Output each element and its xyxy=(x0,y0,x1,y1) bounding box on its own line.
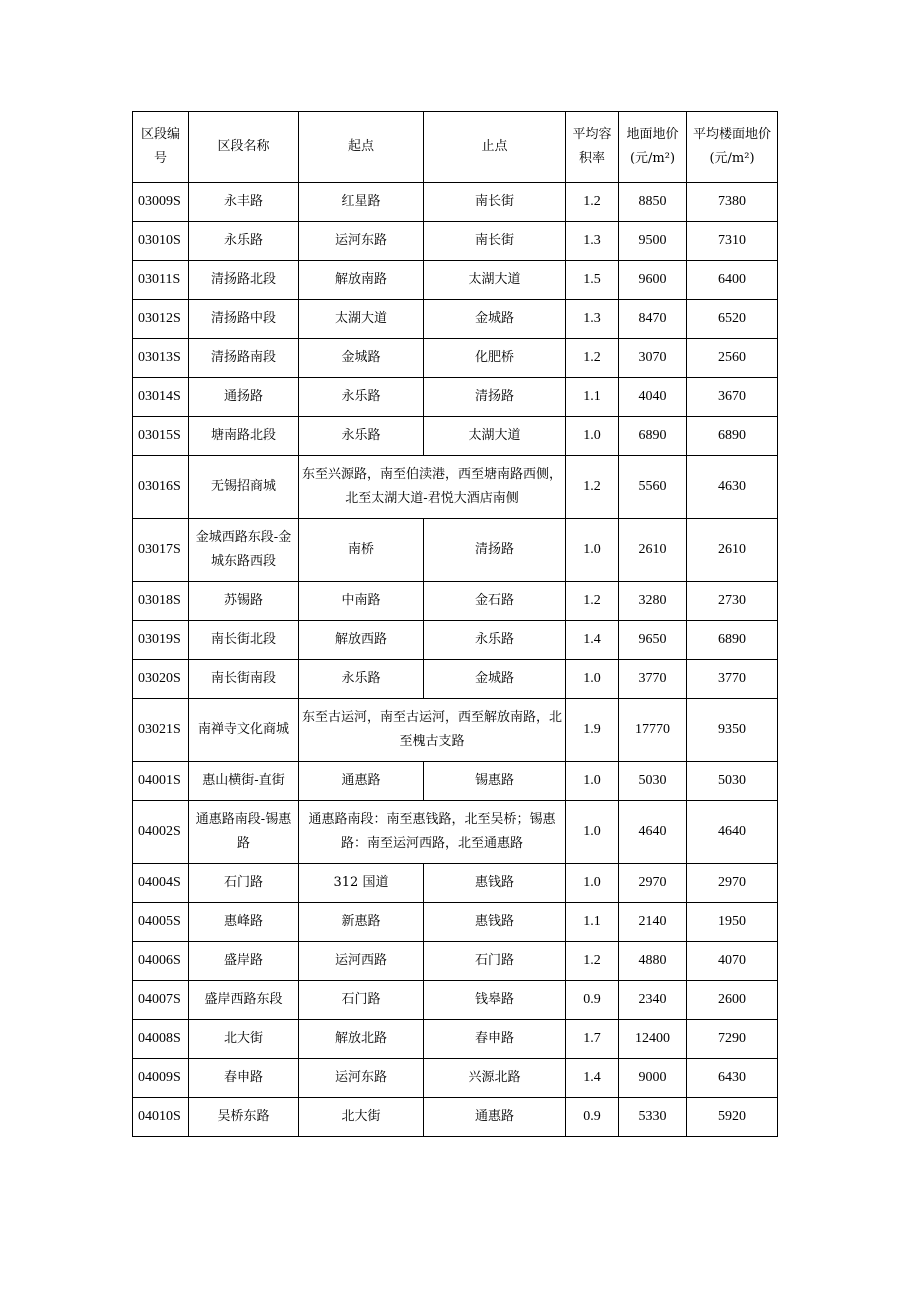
cell-floor-price: 3670 xyxy=(687,378,778,417)
cell-end: 清扬路 xyxy=(424,519,566,582)
cell-far: 0.9 xyxy=(566,1098,619,1137)
cell-floor-price: 2560 xyxy=(687,339,778,378)
cell-floor-price: 2610 xyxy=(687,519,778,582)
cell-extent: 东至古运河，南至古运河，西至解放南路，北至槐古支路 xyxy=(299,699,566,762)
table-row xyxy=(133,903,778,942)
cell-floor-price: 1950 xyxy=(687,903,778,942)
header-row xyxy=(133,112,778,183)
cell-name: 惠山横街-直街 xyxy=(189,762,299,801)
land-price-table xyxy=(132,111,778,1137)
cell-land-price: 6890 xyxy=(619,417,687,456)
table-row xyxy=(133,1098,778,1137)
cell-name: 春申路 xyxy=(189,1059,299,1098)
cell-start: 永乐路 xyxy=(299,378,424,417)
cell-name: 永丰路 xyxy=(189,183,299,222)
cell-land-price: 12400 xyxy=(619,1020,687,1059)
cell-code: 03013S xyxy=(133,339,189,378)
cell-start: 石门路 xyxy=(299,981,424,1020)
cell-extent: 通惠路南段：南至惠钱路，北至吴桥；锡惠路：南至运河西路，北至通惠路 xyxy=(299,801,566,864)
cell-name: 无锡招商城 xyxy=(189,456,299,519)
cell-land-price: 5030 xyxy=(619,762,687,801)
cell-land-price: 4040 xyxy=(619,378,687,417)
cell-floor-price: 4630 xyxy=(687,456,778,519)
cell-floor-price: 6890 xyxy=(687,621,778,660)
table-row xyxy=(133,762,778,801)
cell-end: 春申路 xyxy=(424,1020,566,1059)
header-name: 区段名称 xyxy=(189,112,299,183)
cell-code: 04008S xyxy=(133,1020,189,1059)
cell-code: 04007S xyxy=(133,981,189,1020)
cell-land-price: 3280 xyxy=(619,582,687,621)
cell-end: 南长街 xyxy=(424,222,566,261)
cell-end: 清扬路 xyxy=(424,378,566,417)
table-row xyxy=(133,222,778,261)
cell-land-price: 17770 xyxy=(619,699,687,762)
cell-start: 运河东路 xyxy=(299,1059,424,1098)
cell-start: 运河东路 xyxy=(299,222,424,261)
header-land-price-title: 地面地价 xyxy=(626,127,679,142)
cell-name: 吴桥东路 xyxy=(189,1098,299,1137)
cell-start: 北大街 xyxy=(299,1098,424,1137)
table-row xyxy=(133,417,778,456)
cell-name: 清扬路南段 xyxy=(189,339,299,378)
cell-floor-price: 6400 xyxy=(687,261,778,300)
cell-name: 石门路 xyxy=(189,864,299,903)
cell-land-price: 5330 xyxy=(619,1098,687,1137)
cell-floor-price: 5030 xyxy=(687,762,778,801)
cell-code: 03016S xyxy=(133,456,189,519)
cell-code: 04009S xyxy=(133,1059,189,1098)
cell-start: 解放北路 xyxy=(299,1020,424,1059)
cell-code: 03012S xyxy=(133,300,189,339)
cell-far: 1.2 xyxy=(566,582,619,621)
cell-floor-price: 6890 xyxy=(687,417,778,456)
table-body xyxy=(133,183,778,1137)
cell-end: 兴源北路 xyxy=(424,1059,566,1098)
table-row xyxy=(133,339,778,378)
cell-name: 通扬路 xyxy=(189,378,299,417)
cell-far: 1.0 xyxy=(566,801,619,864)
table-row xyxy=(133,801,778,864)
cell-far: 1.1 xyxy=(566,378,619,417)
cell-code: 04001S xyxy=(133,762,189,801)
cell-floor-price: 4640 xyxy=(687,801,778,864)
header-land-price-unit: (元/m²) xyxy=(629,151,676,166)
cell-start: 南桥 xyxy=(299,519,424,582)
table-row xyxy=(133,300,778,339)
cell-floor-price: 7290 xyxy=(687,1020,778,1059)
cell-end: 石门路 xyxy=(424,942,566,981)
cell-code: 03021S xyxy=(133,699,189,762)
cell-name: 北大街 xyxy=(189,1020,299,1059)
cell-start: 运河西路 xyxy=(299,942,424,981)
cell-end: 太湖大道 xyxy=(424,417,566,456)
cell-far: 1.9 xyxy=(566,699,619,762)
cell-code: 04004S xyxy=(133,864,189,903)
cell-land-price: 9500 xyxy=(619,222,687,261)
cell-land-price: 2610 xyxy=(619,519,687,582)
cell-floor-price: 3770 xyxy=(687,660,778,699)
table-row xyxy=(133,981,778,1020)
table-row xyxy=(133,519,778,582)
cell-floor-price: 6430 xyxy=(687,1059,778,1098)
cell-far: 0.9 xyxy=(566,981,619,1020)
cell-end: 惠钱路 xyxy=(424,864,566,903)
cell-extent: 东至兴源路，南至伯渎港，西至塘南路西侧，北至太湖大道-君悦大酒店南侧 xyxy=(299,456,566,519)
cell-floor-price: 2970 xyxy=(687,864,778,903)
header-end: 止点 xyxy=(424,112,566,183)
cell-name: 盛岸西路东段 xyxy=(189,981,299,1020)
cell-far: 1.3 xyxy=(566,300,619,339)
cell-land-price: 9600 xyxy=(619,261,687,300)
cell-name: 南禅寺文化商城 xyxy=(189,699,299,762)
cell-code: 03017S xyxy=(133,519,189,582)
cell-name: 清扬路北段 xyxy=(189,261,299,300)
table-row xyxy=(133,1020,778,1059)
cell-start: 太湖大道 xyxy=(299,300,424,339)
cell-end: 太湖大道 xyxy=(424,261,566,300)
cell-floor-price: 7310 xyxy=(687,222,778,261)
table-row xyxy=(133,261,778,300)
cell-floor-price: 5920 xyxy=(687,1098,778,1137)
cell-end: 永乐路 xyxy=(424,621,566,660)
cell-code: 03014S xyxy=(133,378,189,417)
header-start: 起点 xyxy=(299,112,424,183)
cell-name: 金城西路东段-金城东路西段 xyxy=(189,519,299,582)
cell-code: 03011S xyxy=(133,261,189,300)
cell-floor-price: 2730 xyxy=(687,582,778,621)
cell-name: 塘南路北段 xyxy=(189,417,299,456)
cell-far: 1.2 xyxy=(566,339,619,378)
cell-code: 03019S xyxy=(133,621,189,660)
cell-end: 通惠路 xyxy=(424,1098,566,1137)
cell-far: 1.3 xyxy=(566,222,619,261)
cell-end: 金城路 xyxy=(424,660,566,699)
table-row xyxy=(133,1059,778,1098)
cell-far: 1.0 xyxy=(566,519,619,582)
table-row xyxy=(133,456,778,519)
cell-name: 清扬路中段 xyxy=(189,300,299,339)
cell-code: 04006S xyxy=(133,942,189,981)
cell-name: 通惠路南段-锡惠路 xyxy=(189,801,299,864)
cell-start: 永乐路 xyxy=(299,660,424,699)
cell-start: 金城路 xyxy=(299,339,424,378)
cell-start: 中南路 xyxy=(299,582,424,621)
cell-land-price: 2340 xyxy=(619,981,687,1020)
cell-code: 04010S xyxy=(133,1098,189,1137)
cell-land-price: 3070 xyxy=(619,339,687,378)
cell-far: 1.4 xyxy=(566,621,619,660)
cell-code: 04002S xyxy=(133,801,189,864)
table-row xyxy=(133,699,778,762)
cell-end: 南长街 xyxy=(424,183,566,222)
header-floor-price xyxy=(687,112,778,183)
cell-code: 03015S xyxy=(133,417,189,456)
cell-name: 盛岸路 xyxy=(189,942,299,981)
cell-far: 1.5 xyxy=(566,261,619,300)
cell-code: 04005S xyxy=(133,903,189,942)
cell-code: 03009S xyxy=(133,183,189,222)
cell-far: 1.4 xyxy=(566,1059,619,1098)
table-row xyxy=(133,183,778,222)
table-row xyxy=(133,621,778,660)
cell-name: 永乐路 xyxy=(189,222,299,261)
header-floor-price-title: 平均楼面地价 xyxy=(692,127,771,142)
cell-end: 金石路 xyxy=(424,582,566,621)
cell-end: 金城路 xyxy=(424,300,566,339)
cell-land-price: 8470 xyxy=(619,300,687,339)
cell-start: 通惠路 xyxy=(299,762,424,801)
cell-far: 1.2 xyxy=(566,456,619,519)
cell-floor-price: 2600 xyxy=(687,981,778,1020)
cell-far: 1.0 xyxy=(566,762,619,801)
cell-land-price: 4640 xyxy=(619,801,687,864)
header-code: 区段编号 xyxy=(133,112,189,183)
table-row xyxy=(133,660,778,699)
cell-far: 1.7 xyxy=(566,1020,619,1059)
cell-start: 永乐路 xyxy=(299,417,424,456)
cell-land-price: 9650 xyxy=(619,621,687,660)
cell-land-price: 3770 xyxy=(619,660,687,699)
cell-far: 1.2 xyxy=(566,942,619,981)
cell-end: 化肥桥 xyxy=(424,339,566,378)
cell-name: 惠峰路 xyxy=(189,903,299,942)
cell-start: 红星路 xyxy=(299,183,424,222)
cell-land-price: 4880 xyxy=(619,942,687,981)
cell-start: 312 国道 xyxy=(299,864,424,903)
header-far: 平均容积率 xyxy=(566,112,619,183)
table-row xyxy=(133,582,778,621)
table-row xyxy=(133,864,778,903)
cell-end: 锡惠路 xyxy=(424,762,566,801)
cell-land-price: 2140 xyxy=(619,903,687,942)
cell-name: 苏锡路 xyxy=(189,582,299,621)
cell-land-price: 8850 xyxy=(619,183,687,222)
cell-start: 解放西路 xyxy=(299,621,424,660)
cell-far: 1.0 xyxy=(566,864,619,903)
cell-far: 1.0 xyxy=(566,660,619,699)
cell-far: 1.1 xyxy=(566,903,619,942)
cell-start: 解放南路 xyxy=(299,261,424,300)
cell-code: 03018S xyxy=(133,582,189,621)
cell-land-price: 5560 xyxy=(619,456,687,519)
cell-code: 03020S xyxy=(133,660,189,699)
cell-land-price: 9000 xyxy=(619,1059,687,1098)
cell-name: 南长街北段 xyxy=(189,621,299,660)
cell-end: 钱皋路 xyxy=(424,981,566,1020)
cell-far: 1.2 xyxy=(566,183,619,222)
table-row xyxy=(133,378,778,417)
cell-floor-price: 6520 xyxy=(687,300,778,339)
cell-start: 新惠路 xyxy=(299,903,424,942)
cell-far: 1.0 xyxy=(566,417,619,456)
cell-floor-price: 7380 xyxy=(687,183,778,222)
cell-floor-price: 9350 xyxy=(687,699,778,762)
cell-end: 惠钱路 xyxy=(424,903,566,942)
table-row xyxy=(133,942,778,981)
cell-floor-price: 4070 xyxy=(687,942,778,981)
header-floor-price-unit: (元/m²) xyxy=(709,151,755,166)
cell-name: 南长街南段 xyxy=(189,660,299,699)
cell-land-price: 2970 xyxy=(619,864,687,903)
header-land-price xyxy=(619,112,687,183)
cell-code: 03010S xyxy=(133,222,189,261)
